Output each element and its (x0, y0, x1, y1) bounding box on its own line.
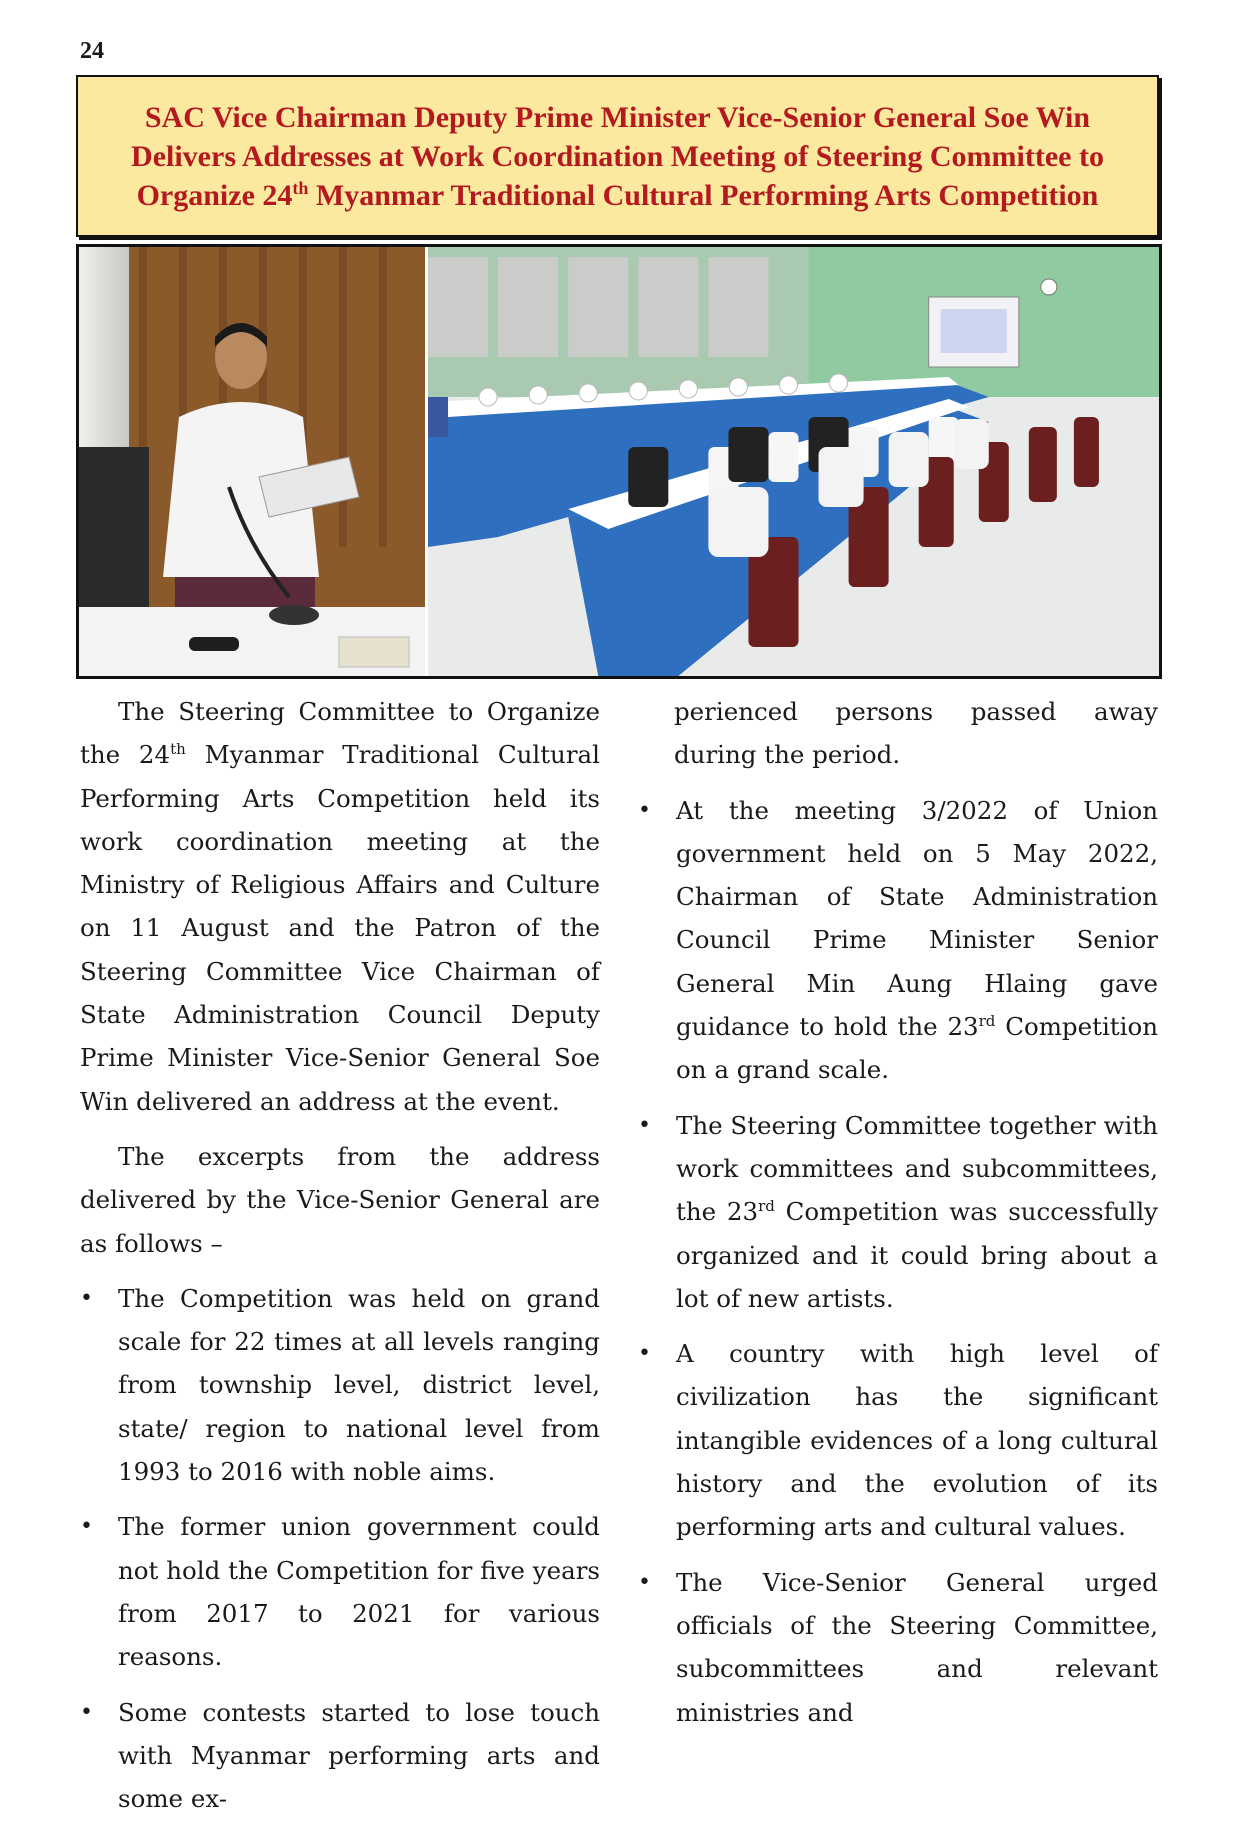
bullet-text-pre: The Steering Committee together with work committees and subcommittees, the 23 (676, 1110, 1158, 1227)
bullet-text-post: Competition on a grand scale. (676, 1012, 1158, 1085)
right-column (638, 690, 1158, 1746)
photo-speaker (79, 247, 428, 676)
bullet-icon: • (80, 1514, 93, 1540)
bullet-text-post: Competition was successfully organized and it could bring about a lot of new artists. (676, 1197, 1158, 1313)
bullet-text-sup: rd (758, 1197, 775, 1216)
intro-paragraph (80, 690, 600, 1123)
bullet-text-sup: rd (978, 1011, 996, 1030)
left-bullet-list (80, 1277, 600, 1821)
headline-line-2: Delivers Addresses at Work Coordination Meeting of Steering Committee to (131, 139, 1104, 173)
continued-text: perienced persons passed away during the period. (674, 697, 1158, 770)
list-item (638, 1104, 1158, 1320)
headline-line-3-post: Myanmar Traditional Cultural Performing Arts Competition (308, 178, 1099, 212)
left-column (80, 690, 600, 1832)
list-item (638, 1561, 1158, 1734)
bullet-icon: • (638, 1112, 651, 1138)
bullet-text: The former union government could not hold the Competition for five years from 2017 to 2021 for various reasons. (118, 1512, 600, 1672)
bullet-text: The Competition was held on grand scale for 22 times at all levels ranging from township level, district level, state/ region to national level from 1993 to 2016 with noble aims. (118, 1283, 600, 1487)
bullet-text: A country with high level of civilization has the significant intangible evidences of a long cultural history and the evolution of its performing arts and cultural values. (676, 1339, 1158, 1542)
headline (131, 98, 1104, 215)
bullet-icon: • (638, 797, 651, 823)
headline-line-3-sup: th (292, 177, 309, 198)
bullet-text: The Vice-Senior General urged officials of the Steering Committee, subcommittees and relevant ministries and (676, 1567, 1158, 1727)
excerpt-intro-paragraph: The excerpts from the address delivered by the Vice-Senior General are as follows – (80, 1141, 600, 1258)
intro-text-post: Myanmar Traditional Cultural Performing Arts Competition held its work coordination meeting at the Ministry of Religious Affairs and Culture on 11 August and the Patron of the Steering Committee Vice Chairman of State Administration Council Deputy Prime Minister Vice-Senior General Soe Win delivered an address at the event. (80, 740, 600, 1116)
bullet-icon: • (80, 1285, 93, 1311)
bullet-text-pre: At the meeting 3/2022 of Union government held on 5 May 2022, Chairman of State Administration Council Prime Minister Senior General Min Aung Hlaing gave guidance to hold the 23 (676, 795, 1158, 1042)
bullet-icon: • (638, 1341, 651, 1367)
meeting-hall-photo-illustration (428, 247, 1159, 676)
page-number: 24 (80, 38, 104, 64)
speaker-photo-illustration (79, 247, 425, 676)
headline-line-1: SAC Vice Chairman Deputy Prime Minister Vice-Senior General Soe Win (144, 100, 1091, 134)
intro-text-sup: th (170, 740, 186, 759)
list-item (80, 1505, 600, 1678)
intro-text-pre: The Steering Committee to Organize the 24 (80, 697, 600, 770)
bullet-icon: • (80, 1699, 93, 1725)
bullet-text: Some contests started to lose touch with Myanmar performing arts and some ex- (118, 1697, 600, 1814)
right-bullet-list (638, 789, 1158, 1734)
photo-frame (76, 244, 1162, 679)
photo-meeting-hall (428, 247, 1159, 676)
headline-line-3-pre: Organize 24 (136, 178, 293, 212)
list-item (638, 1332, 1158, 1548)
bullet-icon: • (638, 1569, 651, 1595)
headline-box (76, 75, 1159, 237)
list-item (80, 1277, 600, 1493)
list-item (638, 789, 1158, 1092)
list-item (80, 1691, 600, 1821)
